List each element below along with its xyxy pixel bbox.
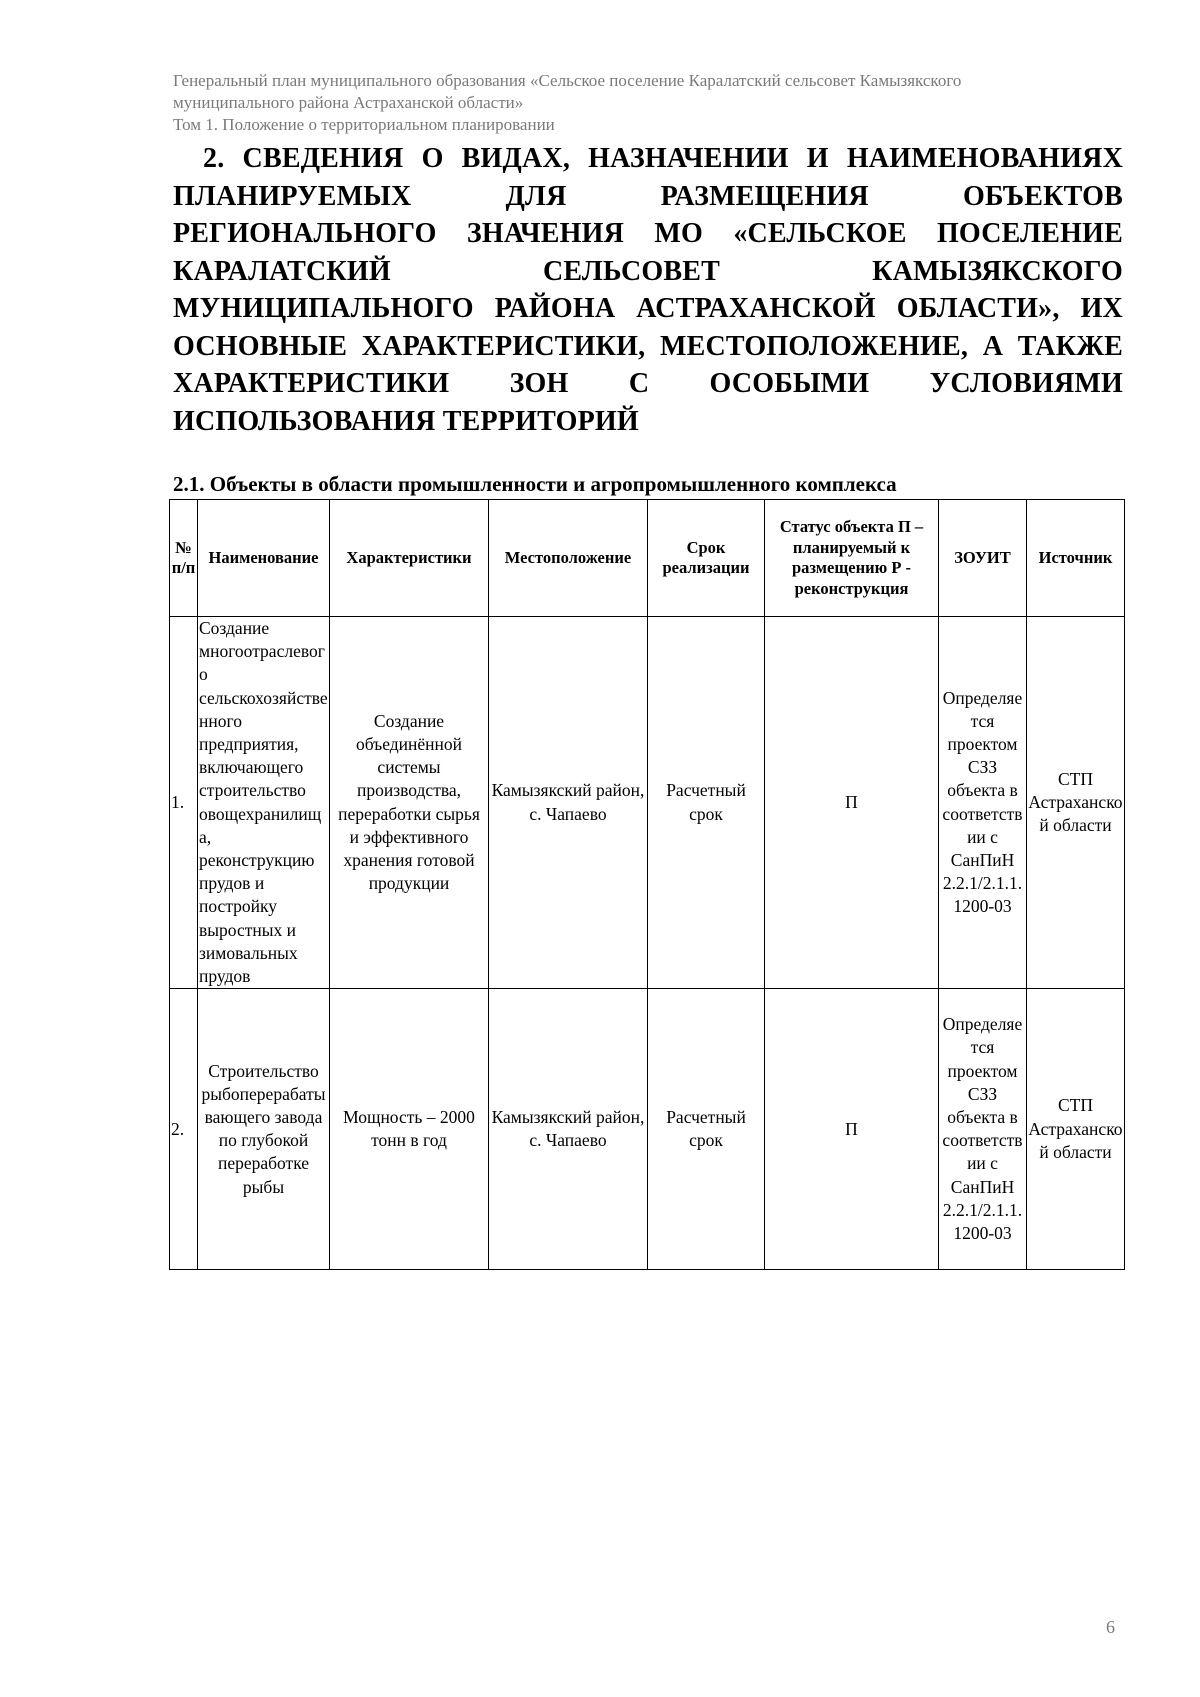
section-title-word: МО	[654, 218, 703, 249]
header-line-2: муниципального района Астраханской области»	[173, 93, 524, 112]
row-num: 1.	[170, 617, 198, 989]
section-title-word: РАЗМЕЩЕНИЯ	[660, 180, 869, 212]
table-row	[170, 989, 1125, 1270]
section-title-word: КАРАЛАТСКИЙ	[173, 255, 391, 287]
section-title-line	[173, 178, 1123, 216]
row-zouit: Определяется проектом СЗЗ объекта в соответствии с СанПиН 2.2.1/2.1.1.1200-03	[939, 617, 1027, 989]
section-title-line	[173, 253, 1123, 291]
section-title-word: ОСНОВНЫЕ	[173, 330, 348, 362]
row-status: П	[765, 617, 939, 989]
section-title-word: СЕЛЬСОВЕТ	[542, 255, 720, 287]
row-source: СТП Астраханской области	[1027, 989, 1125, 1270]
section-title-word: НАЗНАЧЕНИИ	[588, 143, 789, 174]
section-title-line	[173, 328, 1123, 366]
section-title-word: НАИМЕНОВАНИЯХ	[846, 143, 1123, 174]
row-zouit: Определяется проектом СЗЗ объекта в соответствии с СанПиН 2.2.1/2.1.1.1200-03	[939, 989, 1027, 1270]
section-title-word: ЗНАЧЕНИЯ	[466, 218, 625, 249]
row-num: 2.	[170, 989, 198, 1270]
section-title-word: ОБЪЕКТОВ	[962, 180, 1123, 212]
section-title-word: РАЙОНА	[494, 293, 616, 324]
row-name: Создание многоотраслевого сельскохозяйственного предприятия, включающего строительство овощехранилища, реконструкцию прудов и постройку выростных и зимовальных прудов	[198, 617, 330, 989]
section-title-word: «СЕЛЬСКОЕ	[733, 218, 907, 249]
row-status: П	[765, 989, 939, 1270]
section-title-word: ИСПОЛЬЗОВАНИЯ ТЕРРИТОРИЙ	[173, 405, 639, 437]
table-header-row	[170, 500, 1125, 617]
section-title-word: ХАРАКТЕРИСТИКИ	[173, 368, 450, 399]
section-title-word: СВЕДЕНИЯ	[242, 143, 404, 174]
section-title-line	[173, 365, 1123, 403]
section-title-word: О	[421, 143, 444, 174]
section-title-word: И	[806, 143, 829, 174]
row-characteristics: Создание объединённой системы производства, переработки сырья и эффективного хранения готовой продукции	[330, 617, 489, 989]
table-row	[170, 617, 1125, 989]
header-status: Статус объекта П – планируемый к размещению Р - реконструкция	[765, 500, 939, 617]
objects-table	[169, 499, 1125, 1270]
header-characteristics: Характеристики	[330, 500, 489, 617]
document-header	[173, 70, 1133, 136]
header-term: Срок реализации	[648, 500, 765, 617]
section-title-line	[173, 140, 1123, 178]
subsection-title: 2.1. Объекты в области промышленности и агропромышленного комплекса	[173, 472, 897, 496]
section-title-word: ПЛАНИРУЕМЫХ	[173, 180, 412, 212]
section-title	[173, 140, 1123, 440]
header-name: Наименование	[198, 500, 330, 617]
section-title-word: ПОСЕЛЕНИЕ	[936, 218, 1123, 249]
header-num: № п/п	[170, 500, 198, 617]
section-title-word: УСЛОВИЯМИ	[929, 368, 1123, 399]
header-line-1: Генеральный план муниципального образования «Сельское поселение Каралатский сельсовет Камызякского	[173, 71, 962, 90]
row-location: Камызякский район, с. Чапаево	[489, 617, 648, 989]
section-title-word: МУНИЦИПАЛЬНОГО	[173, 293, 474, 324]
section-title-word: ХАРАКТЕРИСТИКИ,	[361, 330, 646, 362]
page-number: 6	[1106, 1617, 1115, 1637]
row-source: СТП Астраханской области	[1027, 617, 1125, 989]
section-title-word: С	[628, 368, 650, 399]
section-title-word: ТАКЖЕ	[1017, 330, 1123, 362]
row-name: Строительство рыбоперерабатывающего завода по глубокой переработке рыбы	[198, 989, 330, 1270]
header-location: Местоположение	[489, 500, 648, 617]
row-term: Расчетный срок	[648, 989, 765, 1270]
row-location: Камызякский район, с. Чапаево	[489, 989, 648, 1270]
section-title-word: КАМЫЗЯКСКОГО	[872, 255, 1123, 287]
row-characteristics: Мощность – 2000 тонн в год	[330, 989, 489, 1270]
section-title-word: 2.	[203, 143, 225, 174]
section-title-word: А	[982, 330, 1004, 362]
section-title-word: ИХ	[1080, 293, 1123, 324]
section-title-word: ДЛЯ	[505, 180, 567, 212]
section-title-line	[173, 403, 1123, 441]
section-title-word: ЗОН	[509, 368, 569, 399]
header-zouit: ЗОУИТ	[939, 500, 1027, 617]
header-source: Источник	[1027, 500, 1125, 617]
section-title-word: ОСОБЫМИ	[709, 368, 870, 399]
section-title-word: РЕГИОНАЛЬНОГО	[173, 218, 437, 249]
header-line-3: Том 1. Положение о территориальном планировании	[173, 115, 555, 134]
section-title-word: ОБЛАСТИ»,	[896, 293, 1060, 324]
section-title-word: МЕСТОПОЛОЖЕНИЕ,	[659, 330, 969, 362]
section-title-word: АСТРАХАНСКОЙ	[636, 293, 876, 324]
section-title-line	[173, 290, 1123, 328]
row-term: Расчетный срок	[648, 617, 765, 989]
section-title-line	[173, 215, 1123, 253]
section-title-word: ВИДАХ,	[461, 143, 571, 174]
